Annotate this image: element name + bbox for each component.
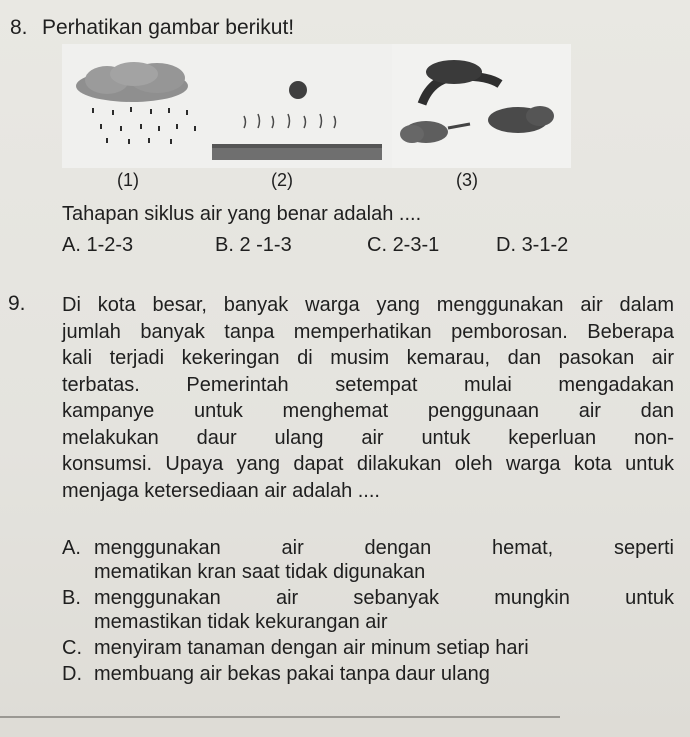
question-8-stem: Tahapan siklus air yang benar adalah .... — [62, 203, 422, 225]
page-divider — [0, 716, 560, 718]
choice-a[interactable] — [62, 536, 674, 584]
question-8-heading — [10, 16, 294, 40]
question-9-choices — [62, 536, 674, 688]
body-line: kampanye untuk menghemat penggunaan air dan — [62, 400, 674, 422]
choice-letter: B. — [62, 587, 81, 609]
choice-text: membuang air bekas pakai tanpa daur ulang — [94, 663, 490, 685]
body-line: jumlah banyak tanpa memperhatikan pemborosan. Beberapa — [62, 320, 674, 343]
water-cycle-figure — [62, 44, 571, 168]
body-line: Di kota besar, banyak warga yang menggunakan air dalam — [62, 294, 674, 316]
option-letter: B. — [215, 234, 234, 256]
figure-label-3: (3) — [456, 170, 478, 190]
rain-cloud-illustration — [76, 62, 196, 144]
body-line: kali terjadi kekeringan di musim kemarau, dan pasokan air — [62, 347, 674, 369]
choice-b[interactable] — [62, 586, 674, 634]
choice-d[interactable] — [62, 662, 674, 686]
option-text: 1-2-3 — [86, 234, 134, 256]
option-letter: C. — [367, 234, 387, 256]
body-line: menjaga ketersediaan air adalah .... — [62, 479, 380, 502]
option-c[interactable] — [367, 234, 439, 257]
choice-letter: C. — [62, 637, 82, 659]
option-a[interactable] — [62, 234, 133, 257]
choice-text: memastikan tidak kekurangan air — [94, 611, 388, 633]
choice-text: menyiram tanaman dengan air minum setiap hari — [94, 637, 529, 659]
body-line: terbatas. Pemerintah setempat mulai mengadakan — [62, 373, 674, 396]
body-line: konsumsi. Upaya yang dapat dilakukan oleh warga kota untuk — [62, 453, 674, 475]
figure-label-1: (1) — [117, 170, 139, 190]
question-9-body — [62, 292, 674, 504]
choice-letter: D. — [62, 663, 82, 685]
option-text: 2-3-1 — [392, 234, 440, 256]
body-line: melakukan daur ulang air untuk keperluan non- — [62, 426, 674, 449]
option-letter: D. — [496, 234, 516, 256]
evaporation-illustration — [212, 81, 382, 160]
question-heading-text: Perhatikan gambar berikut! — [42, 16, 295, 39]
choice-c[interactable] — [62, 636, 674, 660]
condensation-illustration — [392, 44, 571, 168]
choice-letter: A. — [62, 537, 81, 559]
question-number: 9. — [8, 292, 26, 315]
option-b[interactable] — [215, 234, 292, 257]
option-letter: A. — [62, 234, 81, 256]
option-text: 3-1-2 — [521, 234, 569, 256]
option-text: 2 -1-3 — [239, 234, 292, 256]
choice-text: menggunakan air dengan hemat, seperti — [94, 537, 674, 559]
option-d[interactable] — [496, 234, 568, 257]
figure-label-2: (2) — [271, 170, 293, 190]
choice-text: mematikan kran saat tidak digunakan — [94, 561, 426, 583]
question-number: 8. — [10, 16, 28, 39]
choice-text: menggunakan air sebanyak mungkin untuk — [94, 587, 674, 609]
